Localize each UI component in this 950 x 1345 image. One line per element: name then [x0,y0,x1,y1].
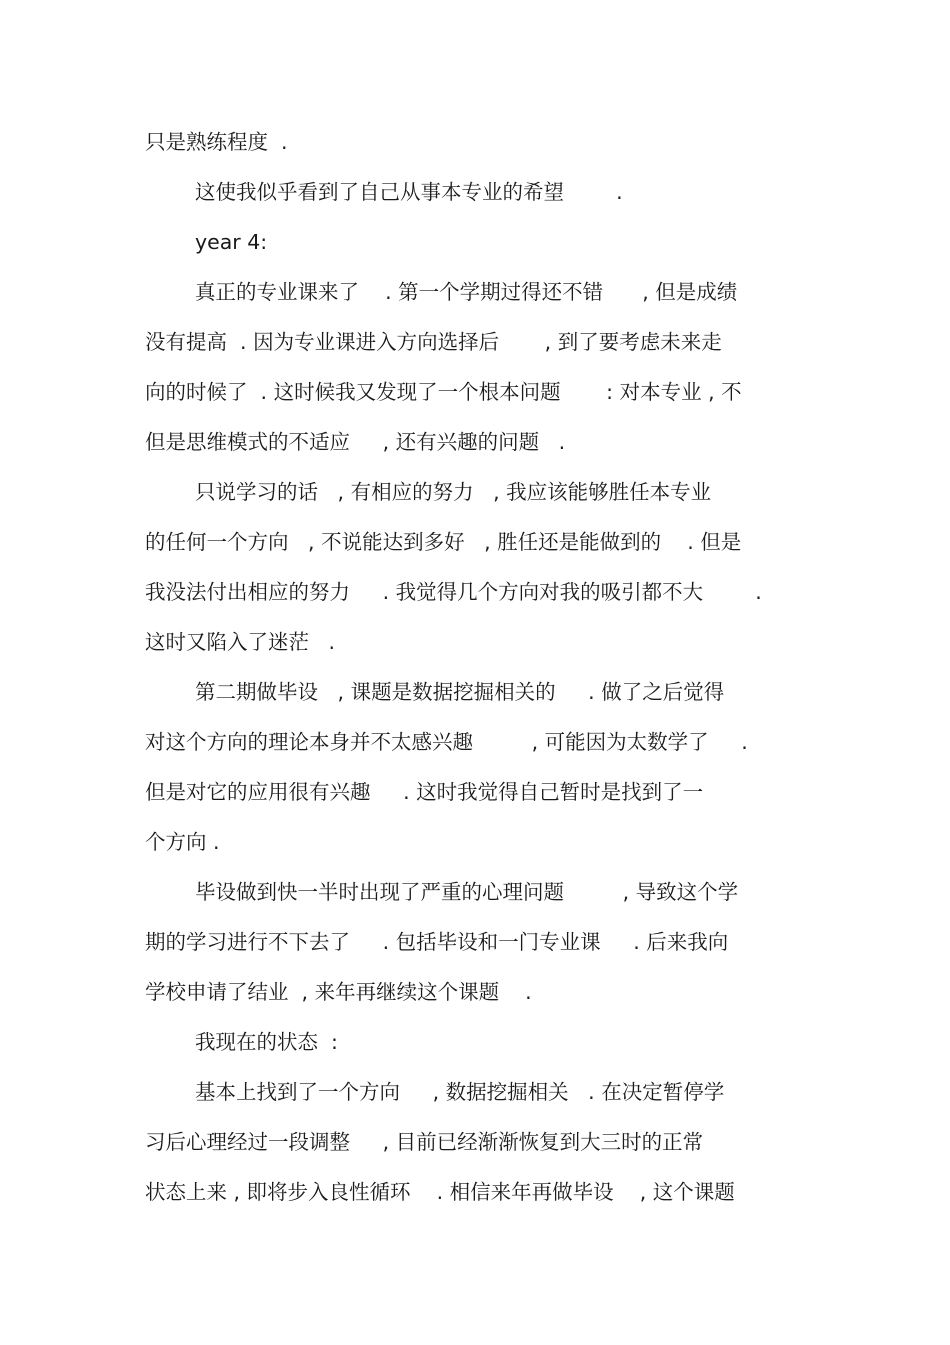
text-line: 个方向 . [145,830,220,854]
text-line: 的任何一个方向 , 不说能达到多好 , 胜任还是能做到的 . 但是 [145,530,742,554]
text-line: 学校申请了结业 , 来年再继续这个课题 . [145,980,532,1004]
text-line: 毕设做到快一半时出现了严重的心理问题 , 导致这个学 [195,880,739,904]
text-line: 状态上来 , 即将步入良性循环 . 相信来年再做毕设 , 这个课题 [145,1180,735,1204]
text-line: 只是熟练程度 . [145,130,288,154]
text-line: 向的时候了 . 这时候我又发现了一个根本问题 : 对本专业 , 不 [145,380,742,404]
text-line: 没有提高 . 因为专业课进入方向选择后 , 到了要考虑未来走 [145,330,722,354]
text-line: 但是思维模式的不适应 , 还有兴趣的问题 . [145,430,566,454]
text-line: 这使我似乎看到了自己从事本专业的希望 . [195,180,623,204]
text-line: 但是对它的应用很有兴趣 . 这时我觉得自己暂时是找到了一 [145,780,704,804]
text-line: 基本上找到了一个方向 , 数据挖掘相关 . 在决定暂停学 [195,1080,725,1104]
text-line: 对这个方向的理论本身并不太感兴趣 , 可能因为太数学了 . [145,730,748,754]
text-line: 我现在的状态 : [195,1030,338,1054]
text-line: 我没法付出相应的努力 . 我觉得几个方向对我的吸引都不大 . [145,580,762,604]
text-line: 只说学习的话 , 有相应的努力 , 我应该能够胜任本专业 [195,480,712,504]
text-line: 真正的专业课来了 . 第一个学期过得还不错 , 但是成绩 [195,280,738,304]
text-line: year 4: [195,230,268,254]
text-line: 期的学习进行不下去了 . 包括毕设和一门专业课 . 后来我向 [145,930,729,954]
text-line: 第二期做毕设 , 课题是数据挖掘相关的 . 做了之后觉得 [195,680,725,704]
text-line: 这时又陷入了迷茫 . [145,630,336,654]
text-line: 习后心理经过一段调整 , 目前已经渐渐恢复到大三时的正常 [145,1130,704,1154]
